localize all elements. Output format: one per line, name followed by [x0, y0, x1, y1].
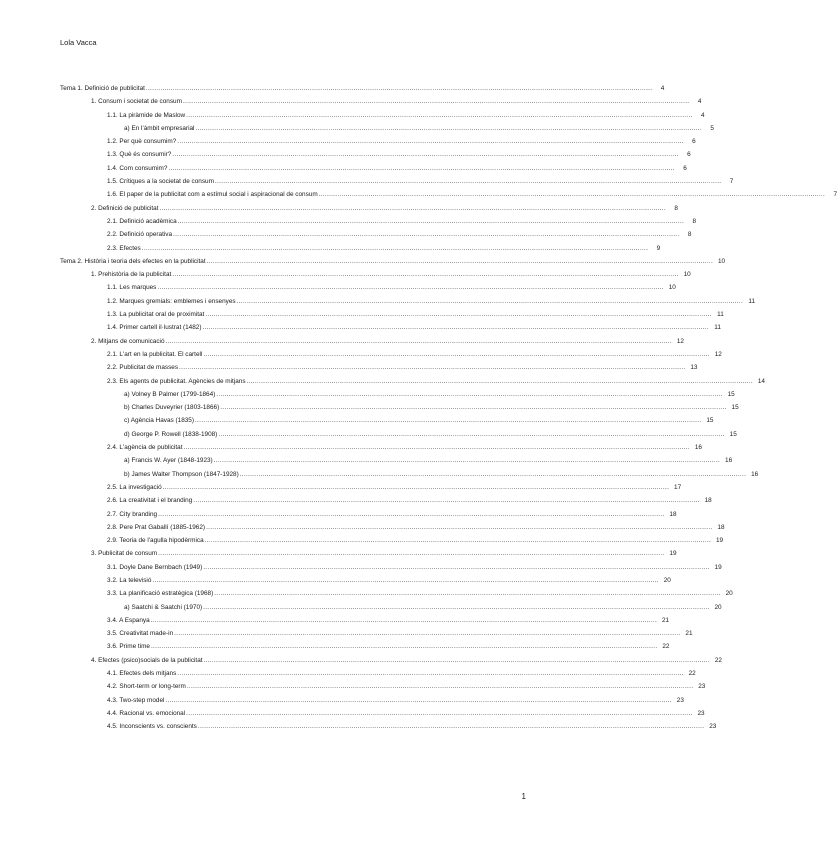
toc-entry[interactable]	[60, 175, 734, 188]
toc-entry-page-number: 4	[697, 98, 702, 106]
toc-entry[interactable]	[60, 680, 706, 693]
toc-entry-page-number: 18	[717, 523, 725, 531]
toc-dot-leader	[207, 255, 713, 268]
document-header-author: Lola Vacca	[60, 38, 97, 47]
toc-entry-page-number: 4	[660, 85, 665, 92]
toc-dot-leader	[151, 640, 657, 653]
toc-entry-label: Tema 2. Història i teoria dels efectes en la publicitat	[60, 257, 206, 265]
toc-entry-label: 4.2. Short-term or long-term	[107, 683, 186, 691]
toc-entry-page-number: 21	[685, 630, 693, 638]
toc-entry[interactable]	[60, 454, 733, 467]
toc-dot-leader	[152, 574, 658, 587]
toc-entry-label: 1.5. Crítiques a la societat de consum	[107, 178, 214, 186]
toc-entry-label: b) Charles Duveyrier (1803-1866)	[124, 404, 220, 412]
toc-dot-leader	[151, 614, 657, 627]
toc-entry-label: 1.3. La publicitat oral de proximitat	[107, 311, 205, 319]
toc-entry-page-number: 16	[751, 470, 759, 478]
toc-entry[interactable]	[60, 135, 696, 148]
toc-entry[interactable]	[60, 627, 693, 640]
toc-dot-leader	[160, 202, 666, 215]
toc-entry-label: c) Agència Havas (1835)	[124, 417, 194, 425]
toc-entry-page-number: 10	[668, 284, 676, 292]
toc-entry[interactable]	[60, 242, 661, 255]
toc-entry-label: 1. Prehistòria de la publicitat	[91, 271, 172, 279]
toc-entry-page-number: 12	[714, 350, 722, 358]
toc-dot-leader	[158, 547, 664, 560]
toc-dot-leader	[183, 95, 689, 108]
toc-entry-label: 1.4. Com consumim?	[107, 164, 168, 172]
toc-entry-page-number: 18	[704, 497, 712, 505]
toc-entry-page-number: 21	[661, 616, 670, 624]
toc-entry[interactable]	[60, 109, 705, 122]
toc-entry[interactable]	[60, 547, 677, 560]
toc-entry-label: d) George P. Rowell (1838-1908)	[124, 430, 218, 438]
toc-entry-label: 4.4. Racional vs. emocional	[107, 709, 186, 717]
toc-entry-page-number: 9	[656, 244, 661, 252]
toc-entry[interactable]	[60, 428, 737, 441]
toc-entry-label: 1. Consum i societat de consum	[91, 98, 182, 106]
toc-entry-page-number: 23	[709, 723, 717, 731]
toc-entry-page-number: 15	[731, 404, 739, 412]
toc-entry-label: 3.1. Doyle Dane Bernbach (1949)	[107, 563, 203, 571]
toc-entry-page-number: 20	[725, 590, 733, 598]
toc-entry[interactable]	[60, 481, 682, 494]
toc-entry-page-number: 23	[697, 709, 705, 717]
toc-entry[interactable]	[60, 188, 837, 201]
toc-entry-page-number: 16	[694, 444, 702, 452]
toc-entry-label: a) En l'àmbit empresarial	[124, 124, 195, 132]
toc-entry-label: 1.1. La piràmide de Maslow	[107, 111, 186, 119]
toc-dot-leader	[163, 481, 669, 494]
toc-entry-label: 3.4. A Espanya	[107, 616, 150, 624]
toc-entry[interactable]	[60, 281, 676, 294]
toc-entry[interactable]	[60, 335, 684, 348]
toc-dot-leader	[172, 148, 678, 161]
toc-entry-label: 4.3. Two-step model	[107, 696, 165, 704]
toc-dot-leader	[203, 348, 709, 361]
toc-entry-label: 2. Mitjans de comunicació	[91, 337, 165, 345]
toc-entry-label: 4.1. Efectes dels mitjans	[107, 670, 177, 678]
toc-entry-page-number: 8	[674, 204, 678, 212]
toc-entry-label: 2.1. Definició acadèmica	[107, 217, 177, 225]
toc-entry-page-number: 7	[729, 178, 734, 186]
toc-entry-label: 2.7. City branding	[107, 510, 158, 518]
toc-dot-leader	[177, 135, 683, 148]
toc-dot-leader	[198, 720, 704, 733]
toc-entry[interactable]	[60, 561, 722, 574]
toc-entry-label: 4.5. Inconscients vs. conscients	[107, 723, 197, 731]
toc-entry-label: 3.6. Prime time	[107, 643, 150, 651]
toc-entry[interactable]	[60, 534, 724, 547]
toc-entry[interactable]	[60, 401, 739, 414]
toc-entry-page-number: 22	[688, 670, 696, 678]
toc-dot-leader	[168, 162, 674, 175]
toc-entry-page-number: 15	[727, 390, 735, 398]
toc-dot-leader	[173, 228, 679, 241]
toc-entry-label: 2.1. L'art en la publicitat. El cartell	[107, 350, 203, 358]
toc-entry-page-number: 10	[717, 257, 726, 265]
toc-entry-label: 2.4. L'agència de publicitat	[107, 444, 183, 452]
toc-entry-page-number: 17	[674, 483, 682, 491]
toc-entry-label: a) Francis W. Ayer (1848-1923)	[124, 457, 213, 465]
table-of-contents	[60, 82, 837, 734]
toc-dot-leader	[240, 468, 746, 481]
toc-dot-leader	[202, 321, 708, 334]
toc-dot-leader	[174, 627, 680, 640]
toc-entry-page-number: 19	[669, 550, 677, 558]
toc-dot-leader	[204, 654, 710, 667]
toc-entry[interactable]	[60, 587, 733, 600]
toc-entry-page-number: 23	[698, 683, 706, 691]
toc-dot-leader	[177, 667, 683, 680]
toc-entry[interactable]	[60, 82, 665, 95]
toc-dot-leader	[172, 268, 678, 281]
toc-entry-label: 2.2. Publicitat de masses	[107, 364, 179, 372]
toc-dot-leader	[166, 335, 672, 348]
toc-dot-leader	[195, 122, 701, 135]
toc-entry-label: a) Saatchi & Saatchi (1970)	[124, 603, 203, 611]
toc-dot-leader	[237, 295, 743, 308]
toc-entry-page-number: 4	[701, 111, 705, 119]
toc-entry[interactable]	[60, 162, 687, 175]
toc-entry-page-number: 15	[706, 417, 714, 425]
toc-entry-label: 2.3. Els agents de publicitat. Agències de mitjans	[107, 377, 246, 385]
toc-entry-label: 3. Publicitat de consum	[91, 550, 158, 558]
toc-entry-label: 2. Definició de publicitat	[91, 204, 159, 212]
toc-entry[interactable]	[60, 308, 724, 321]
page-number: 1	[521, 792, 526, 801]
toc-dot-leader	[205, 534, 711, 547]
toc-entry[interactable]	[60, 640, 670, 653]
toc-entry-label: 2.8. Pere Prat Gaballí (1885-1962)	[107, 523, 206, 531]
toc-entry-page-number: 8	[687, 231, 692, 239]
toc-dot-leader	[178, 215, 684, 228]
toc-entry-page-number: 6	[687, 151, 691, 159]
toc-entry-label: 3.2. La televisió	[107, 576, 152, 584]
toc-dot-leader	[142, 242, 648, 255]
toc-entry-label: 4. Efectes (psico)socials de la publicitat	[91, 656, 203, 664]
toc-entry[interactable]	[60, 375, 765, 388]
toc-dot-leader	[319, 188, 825, 201]
toc-entry-page-number: 23	[676, 696, 684, 704]
toc-entry[interactable]	[60, 215, 697, 228]
toc-entry-page-number: 6	[683, 164, 687, 172]
toc-entry-page-number: 7	[833, 191, 837, 199]
toc-entry[interactable]	[60, 521, 725, 534]
toc-entry-page-number: 16	[725, 457, 733, 465]
toc-dot-leader	[158, 508, 664, 521]
toc-entry-label: 1.4. Primer cartell il·lustrat (1482)	[107, 324, 202, 332]
toc-dot-leader	[203, 601, 709, 614]
toc-entry-label: 3.5. Creativitat made-in	[107, 630, 174, 638]
toc-entry[interactable]	[60, 654, 722, 667]
toc-entry[interactable]	[60, 268, 691, 281]
toc-entry-page-number: 20	[663, 576, 671, 584]
toc-dot-leader	[186, 109, 692, 122]
toc-dot-leader	[179, 361, 685, 374]
toc-dot-leader	[216, 388, 722, 401]
toc-entry[interactable]	[60, 414, 714, 427]
toc-entry-page-number: 11	[717, 311, 724, 319]
toc-dot-leader	[205, 308, 711, 321]
toc-entry[interactable]	[60, 321, 721, 334]
toc-dot-leader	[220, 401, 726, 414]
toc-entry[interactable]	[60, 148, 691, 161]
toc-dot-leader	[186, 707, 692, 720]
toc-dot-leader	[187, 680, 693, 693]
toc-dot-leader	[183, 441, 689, 454]
toc-entry-label: a) Volney B Palmer (1799-1864)	[124, 390, 216, 398]
toc-entry-label: 1.2. Marques gremials: emblemes i ensenyes	[107, 297, 236, 305]
toc-entry-label: 2.3. Efectes	[107, 244, 141, 252]
toc-entry-page-number: 5	[710, 124, 714, 132]
toc-entry-label: 1.3. Què és consumir?	[107, 151, 172, 159]
toc-entry[interactable]	[60, 574, 671, 587]
toc-entry-page-number: 8	[692, 217, 697, 225]
toc-entry[interactable]	[60, 694, 684, 707]
toc-entry-page-number: 6	[692, 138, 696, 146]
toc-entry[interactable]	[60, 614, 670, 627]
toc-entry-page-number: 12	[676, 337, 684, 345]
toc-dot-leader	[165, 694, 671, 707]
toc-entry[interactable]	[60, 494, 712, 507]
toc-entry[interactable]	[60, 228, 692, 241]
toc-entry[interactable]	[60, 720, 717, 733]
toc-dot-leader	[157, 281, 663, 294]
toc-entry-label: 2.5. La investigació	[107, 483, 162, 491]
toc-entry-page-number: 22	[714, 656, 722, 664]
toc-entry-page-number: 11	[714, 324, 721, 332]
toc-entry-page-number: 20	[714, 603, 722, 611]
toc-dot-leader	[193, 494, 699, 507]
toc-dot-leader	[206, 521, 712, 534]
toc-entry[interactable]	[60, 361, 698, 374]
toc-entry[interactable]	[60, 202, 678, 215]
toc-entry-label: 1.2. Per què consumim?	[107, 138, 177, 146]
toc-entry[interactable]	[60, 707, 705, 720]
toc-entry[interactable]	[60, 508, 677, 521]
toc-entry-label: 2.2. Definició operativa	[107, 231, 173, 239]
toc-entry-page-number: 10	[683, 271, 691, 279]
toc-entry[interactable]	[60, 95, 702, 108]
toc-entry[interactable]	[60, 122, 714, 135]
toc-entry-label: Tema 1. Definició de publicitat	[60, 85, 145, 92]
toc-entry-label: 1.6. El paper de la publicitat com a estímul social i aspiracional de consum	[107, 191, 318, 199]
toc-entry[interactable]	[60, 388, 735, 401]
toc-entry[interactable]	[60, 255, 726, 268]
toc-entry[interactable]	[60, 348, 722, 361]
toc-dot-leader	[215, 175, 721, 188]
toc-entry-label: 2.9. Teoria de l'agulla hipodèrmica	[107, 537, 204, 545]
toc-entry-page-number: 11	[748, 297, 756, 305]
toc-entry-page-number: 15	[729, 430, 737, 438]
toc-entry-label: 3.3. La planificació estratègica (1968)	[107, 590, 214, 598]
toc-dot-leader	[247, 375, 753, 388]
toc-entry-page-number: 19	[716, 537, 724, 545]
toc-entry-page-number: 22	[662, 643, 670, 651]
toc-entry[interactable]	[60, 468, 759, 481]
toc-dot-leader	[214, 454, 720, 467]
toc-entry[interactable]	[60, 601, 722, 614]
toc-entry[interactable]	[60, 295, 756, 308]
toc-dot-leader	[146, 82, 652, 95]
toc-entry-page-number: 14	[757, 377, 765, 385]
toc-entry[interactable]	[60, 441, 702, 454]
toc-dot-leader	[195, 414, 701, 427]
toc-dot-leader	[214, 587, 720, 600]
toc-entry[interactable]	[60, 667, 696, 680]
toc-entry-page-number: 13	[690, 364, 698, 372]
toc-entry-label: 1.1. Les marques	[107, 284, 157, 292]
toc-dot-leader	[203, 561, 709, 574]
toc-entry-page-number: 18	[669, 510, 677, 518]
toc-entry-label: 2.6. La creativitat i el branding	[107, 497, 193, 505]
toc-dot-leader	[218, 428, 724, 441]
toc-entry-page-number: 19	[714, 563, 722, 571]
toc-entry-label: b) James Walter Thompson (1847-1928)	[124, 470, 239, 478]
